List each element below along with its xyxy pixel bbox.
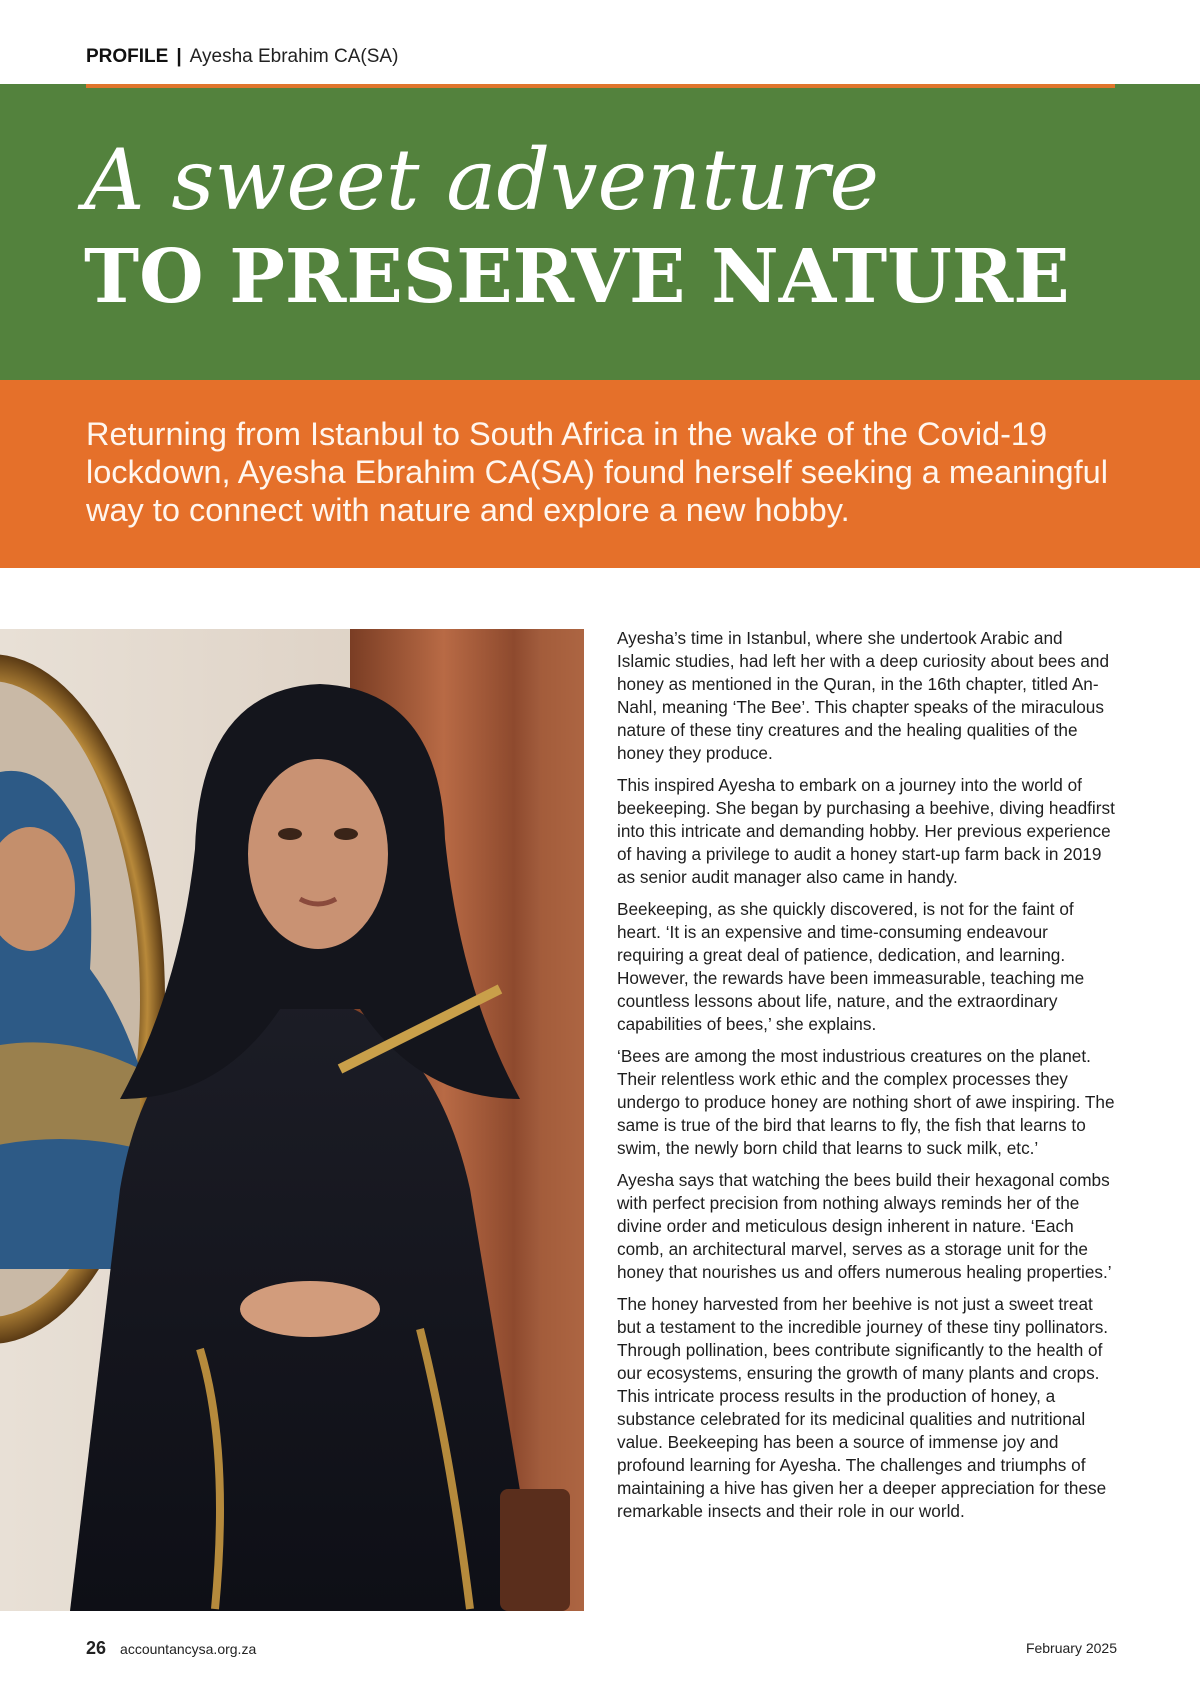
- header-separator: |: [176, 46, 182, 67]
- article-paragraph: Ayesha’s time in Istanbul, where she undertook Arabic and Islamic studies, had left her with a deep curiosity about bees and honey as mentioned in the Quran, in the 16th chapter, titled An-Nahl, meaning ‘The Bee’. This chapter speaks of the miraculous nature of these tiny creatures and the healing qualities of the honey they produce.: [617, 628, 1110, 763]
- intro-text: Returning from Istanbul to South Africa in the wake of the Covid-19 lockdown, Ayesha Ebrahim CA(SA) found herself seeking a meaningful way to connect with nature and explore a new hobby.: [86, 416, 1108, 528]
- title-line-1: A sweet adventure: [84, 131, 880, 229]
- header-author: Ayesha Ebrahim CA(SA): [189, 46, 399, 67]
- title-band: [0, 84, 1200, 380]
- page-footer: [86, 1638, 256, 1659]
- page-header: [86, 46, 398, 68]
- page-number: 26: [86, 1638, 107, 1658]
- article-paragraph: Beekeeping, as she quickly discovered, is not for the faint of heart. ‘It is an expensive and time-consuming endeavour requiring a great deal of patience, dedication, and learning. However, the rewards have been immeasurable, teaching me countless lessons about life, nature, and the extraordinary capabilities of bees,’ she explains.: [617, 899, 1085, 1034]
- article-paragraph: This inspired Ayesha to embark on a journey into the world of beekeeping. She began by purchasing a beehive, diving headfirst into this intricate and demanding hobby. Her previous experience of having a privilege to audit a honey start-up farm back in 2019 as senior audit manager also came in handy.: [617, 775, 1115, 887]
- portrait-photo: [0, 629, 584, 1611]
- title-line-2: TO PRESERVE NATURE: [84, 234, 1070, 320]
- website-link[interactable]: accountancysa.org.za: [120, 1641, 257, 1657]
- article-paragraph: ‘Bees are among the most industrious creatures on the planet. Their relentless work ethic and the complex processes they undergo to produce honey are nothing short of awe inspiring. The same is true of the bird that learns to fly, the fish that learns to swim, the newly born child that learns to suck milk, etc.’: [617, 1046, 1115, 1158]
- header-rule: [86, 84, 1115, 88]
- section-label: PROFILE: [86, 46, 169, 67]
- article-paragraph: The honey harvested from her beehive is not just a sweet treat but a testament to the incredible journey of these tiny pollinators. Through pollination, bees contribute significantly to the health of our ecosystems, ensuring the growth of many plants and crops. This intricate process results in the production of honey, a substance celebrated for its medicinal qualities and nutritional value. Beekeeping has been a source of immense joy and profound learning for Ayesha. The challenges and triumphs of maintaining a hive has given her a deeper appreciation for these remarkable insects and their role in our world.: [617, 1294, 1109, 1521]
- article-paragraph: Ayesha says that watching the bees build their hexagonal combs with perfect precision from nothing always reminds her of the divine order and meticulous design inherent in nature. ‘Each comb, an architectural marvel, serves as a storage unit for the honey that nourishes us and offers numerous healing properties.’: [617, 1170, 1112, 1282]
- article-body: [617, 627, 1117, 1532]
- issue-date: February 2025: [1025, 1640, 1117, 1656]
